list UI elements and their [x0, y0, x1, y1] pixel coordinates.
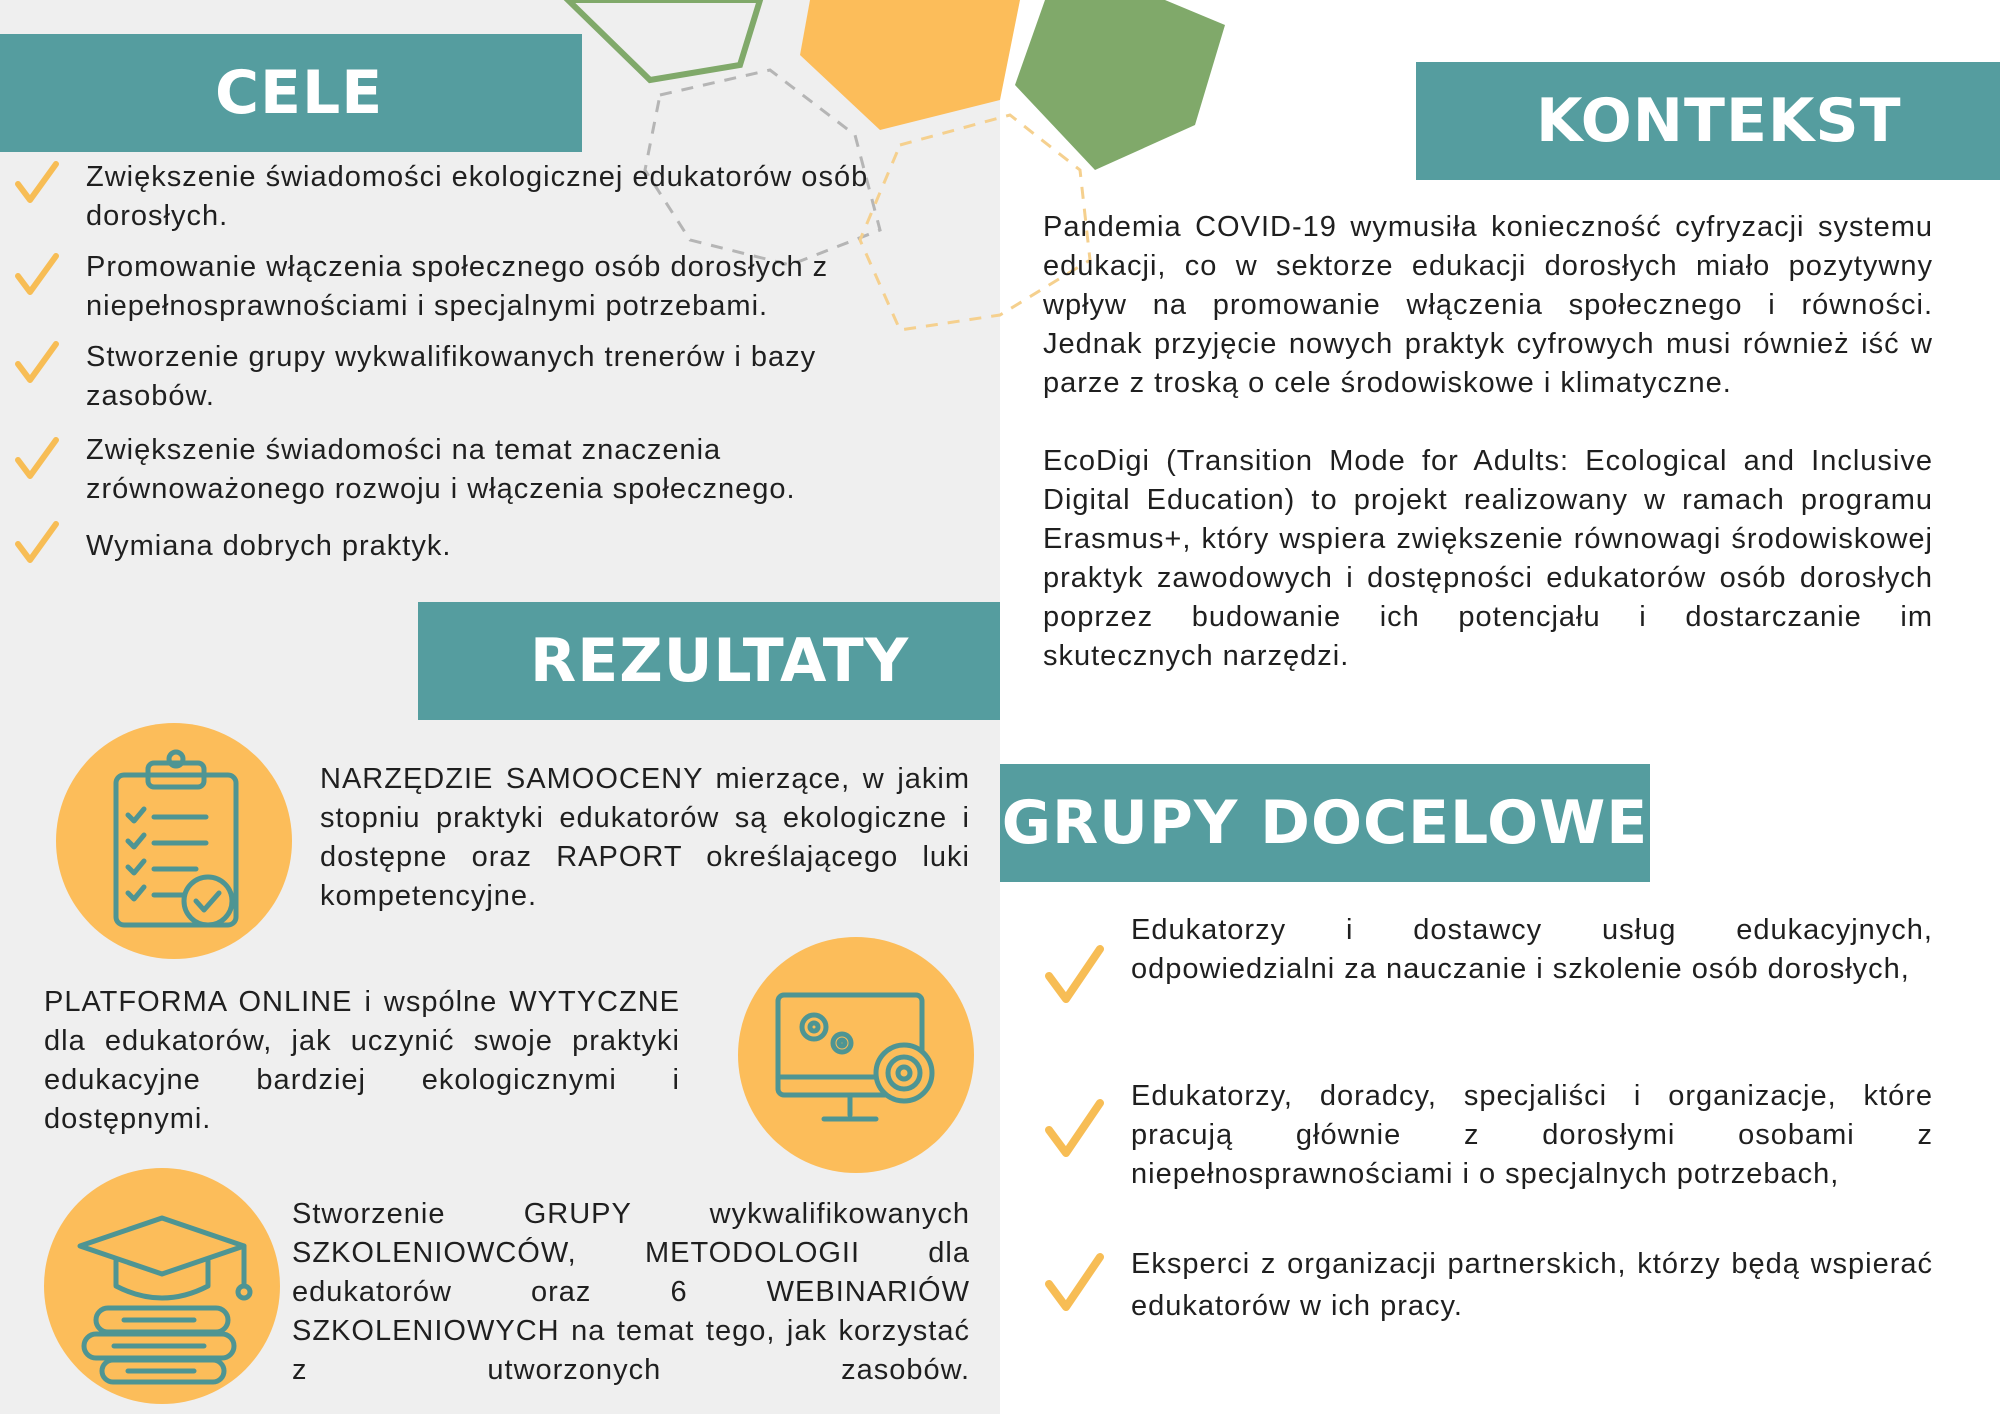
grupy-item-text: Edukatorzy, doradcy, specjaliści i organizacje, które pracują głównie z dorosłymi osobami z niepełnosprawnościami i o specjalnych potrzebach, [1131, 1080, 1933, 1190]
cele-item-text: Wymiana dobrych praktyk. [86, 530, 452, 562]
cele-item-text: Stworzenie grupy wykwalifikowanych trenerów i bazy zasobów. [86, 341, 817, 412]
cele-item-text: Zwiększenie świadomości na temat znaczenia zrównoważonego rozwoju i włączenia społecznego. [86, 434, 796, 505]
kontekst-paragraph-2: EcoDigi (Transition Mode for Adults: Ecological and Inclusive Digital Education) to projekt realizowany w ramach programu Erasmus+, który wspiera zwiększenie równowagi środowiskowej praktyk zawodowych i dostępności edukatorów osób dorosłych poprzez budowanie ich potencjału i dostarczanie im skutecznych narzędzi. [1043, 445, 1933, 672]
grupy-item-text: Edukatorzy i dostawcy usług edukacyjnych, odpowiedzialni za nauczanie i szkolenie osób dorosłych, [1131, 914, 1933, 985]
rezultaty-banner [418, 602, 1000, 720]
rezultaty-item-1: NARZĘDZIE SAMOOCENY mierzące, w jakim stopniu praktyki edukatorów są ekologiczne i dostępne oraz RAPORT określającego luki kompetencyjne. [320, 763, 970, 912]
monitor-gears-icon [738, 937, 974, 1173]
clipboard-circle [56, 723, 292, 959]
checkmark-icon [14, 520, 60, 566]
cele-item-text: Zwiększenie świadomości ekologicznej edukatorów osób dorosłych. [86, 161, 869, 232]
grupy-title: GRUPY DOCELOWE [1001, 788, 1649, 858]
monitor-circle [738, 937, 974, 1173]
checkmark-icon [14, 340, 60, 386]
rezultaty-item-2: PLATFORMA ONLINE i wspólne WYTYCZNE dla edukatorów, jak uczynić swoje praktyki edukacyjne bardziej ekologicznymi i dostępnymi. [44, 986, 680, 1135]
cele-banner [0, 34, 582, 152]
kontekst-paragraph-1: Pandemia COVID-19 wymusiła konieczność cyfryzacji systemu edukacji, co w sektorze edukacji dorosłych miało pozytywny wpływ na promowanie włączenia społecznego i równości. Jednak przyjęcie nowych praktyk cyfrowych musi również iść w parze z troską o cele środowiskowe i klimatyczne. [1043, 211, 1933, 399]
grupy-item-text: Eksperci z organizacji partnerskich, którzy będą wspierać edukatorów w ich pracy. [1131, 1248, 1933, 1322]
cele-title: CELE [215, 58, 384, 128]
hexagon-green [1015, 0, 1225, 170]
cele-item-text: Promowanie włączenia społecznego osób dorosłych z niepełnosprawnościami i specjalnymi potrzebami. [86, 251, 829, 322]
rezultaty-title: REZULTATY [530, 626, 910, 696]
graduation-circle [44, 1168, 280, 1404]
grupy-banner [1000, 764, 1650, 882]
kontekst-title: KONTEKST [1536, 86, 1902, 156]
checkmark-icon [1044, 1098, 1104, 1160]
graduation-cap-books-icon [44, 1168, 280, 1404]
checkmark-icon [14, 160, 60, 206]
kontekst-banner [1416, 62, 2000, 180]
checkmark-icon [1044, 944, 1104, 1006]
checkmark-icon [14, 252, 60, 298]
rezultaty-item-3: Stworzenie GRUPY wykwalifikowanych SZKOLENIOWCÓW, METODOLOGII dla edukatorów oraz 6 WEBINARIÓW SZKOLENIOWYCH na temat tego, jak korzystać z utworzonych zasobów. [292, 1198, 970, 1386]
checkmark-icon [1044, 1252, 1104, 1314]
checkmark-icon [14, 436, 60, 482]
clipboard-checklist-icon [56, 723, 292, 959]
